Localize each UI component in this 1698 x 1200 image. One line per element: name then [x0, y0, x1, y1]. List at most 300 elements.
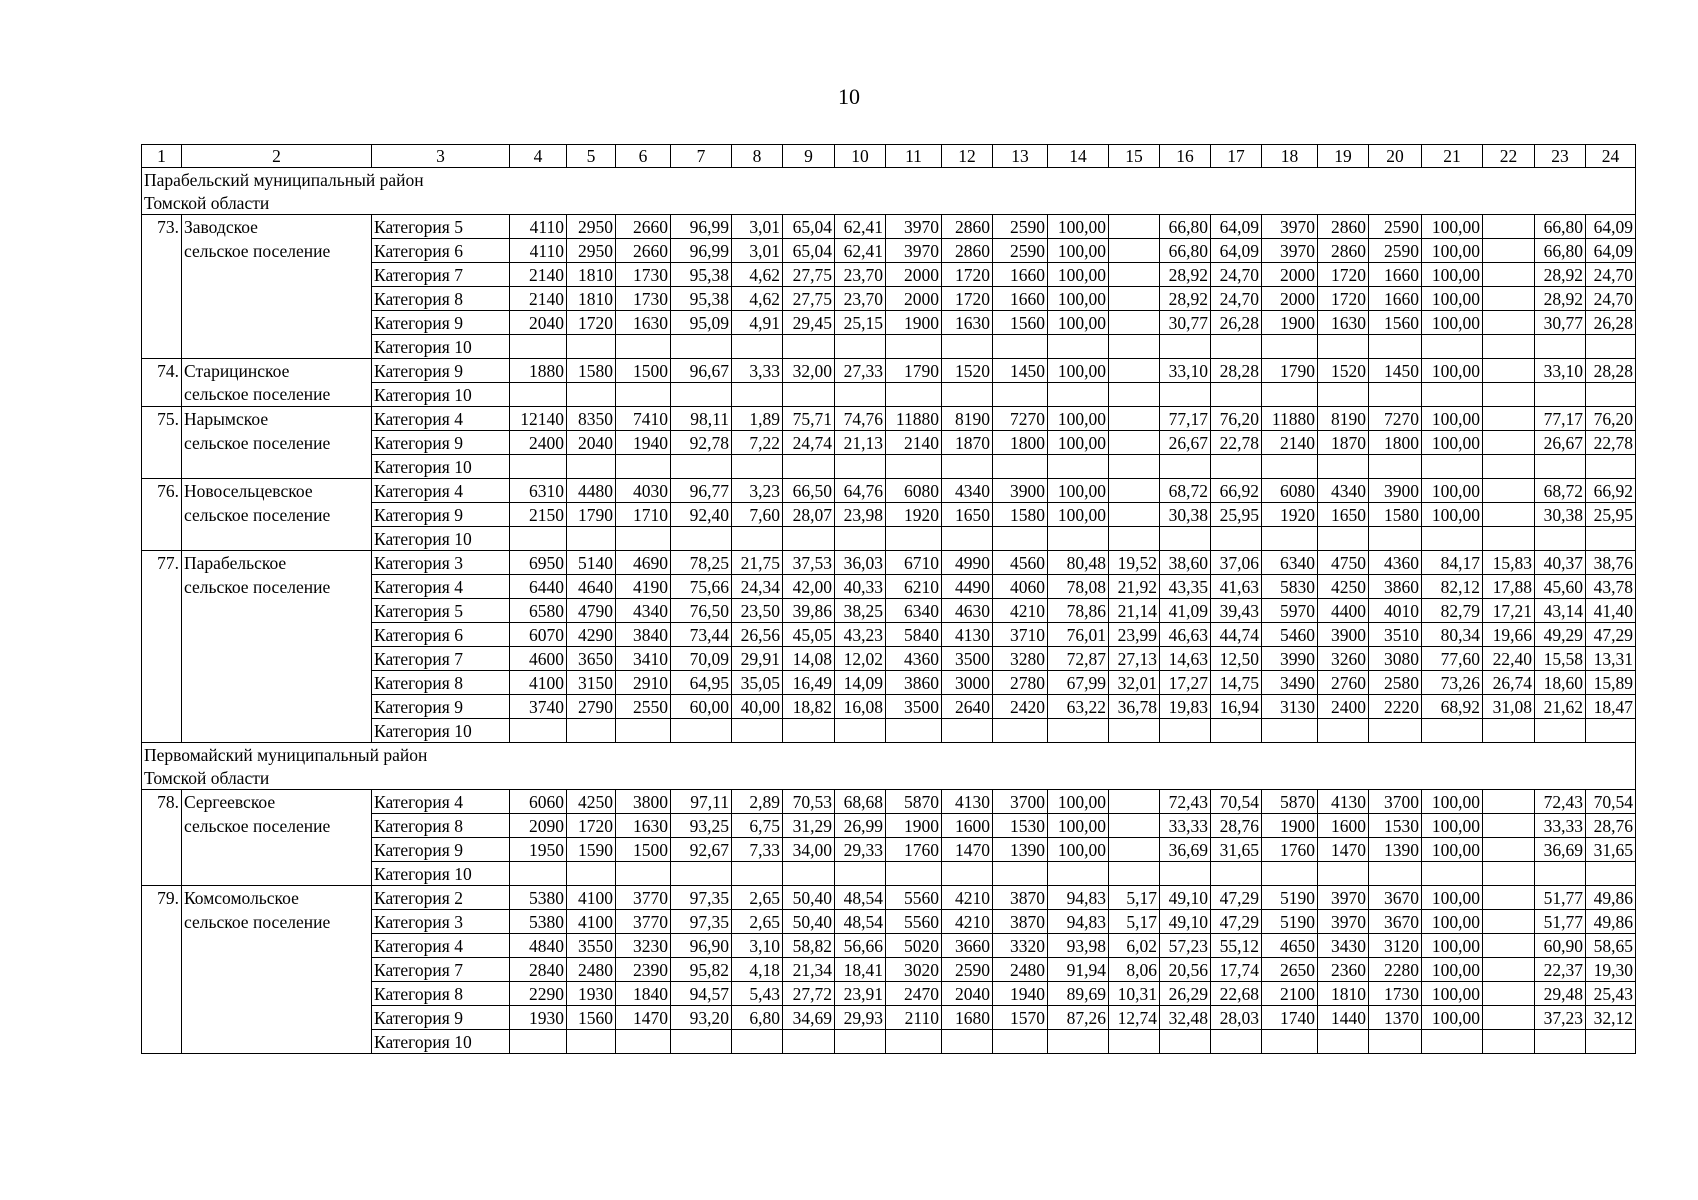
value-cell: [616, 455, 671, 479]
value-cell: 50,40: [783, 886, 835, 910]
tariff-table: [141, 144, 1636, 1054]
value-cell: 2040: [510, 311, 567, 335]
value-cell: [835, 527, 886, 551]
value-cell: [510, 335, 567, 359]
value-cell: 4480: [567, 479, 616, 503]
value-cell: 62,41: [835, 215, 886, 239]
settlement-number: [142, 383, 182, 407]
value-cell: 18,47: [1586, 695, 1636, 719]
value-cell: [732, 383, 783, 407]
value-cell: 27,75: [783, 287, 835, 311]
settlement-name: [182, 311, 372, 335]
value-cell: [1535, 1030, 1586, 1054]
settlement-number: [142, 838, 182, 862]
settlement-number: [142, 1006, 182, 1030]
value-cell: [1262, 455, 1318, 479]
value-cell: 26,29: [1160, 982, 1211, 1006]
value-cell: 3080: [1369, 647, 1422, 671]
value-cell: [671, 1030, 732, 1054]
value-cell: 44,74: [1211, 623, 1262, 647]
settlement-name: [182, 1030, 372, 1054]
value-cell: 2590: [993, 239, 1048, 263]
value-cell: 1760: [886, 838, 942, 862]
value-cell: [732, 455, 783, 479]
value-cell: 3860: [1369, 575, 1422, 599]
value-cell: 2000: [886, 263, 942, 287]
settlement-number: 77.: [142, 551, 182, 575]
value-cell: 33,33: [1160, 814, 1211, 838]
value-cell: 34,00: [783, 838, 835, 862]
value-cell: 3770: [616, 910, 671, 934]
table-row: [142, 623, 1636, 647]
value-cell: [1160, 527, 1211, 551]
value-cell: 49,10: [1160, 910, 1211, 934]
value-cell: 21,75: [732, 551, 783, 575]
value-cell: 20,56: [1160, 958, 1211, 982]
value-cell: 45,05: [783, 623, 835, 647]
header-cell: 15: [1109, 145, 1160, 168]
value-cell: 70,53: [783, 790, 835, 814]
value-cell: 14,75: [1211, 671, 1262, 695]
value-cell: 1790: [1262, 359, 1318, 383]
value-cell: [1211, 527, 1262, 551]
category-cell: Категория 9: [372, 431, 510, 455]
value-cell: 100,00: [1422, 910, 1483, 934]
value-cell: 12,74: [1109, 1006, 1160, 1030]
value-cell: 1630: [1318, 311, 1369, 335]
value-cell: 2790: [567, 695, 616, 719]
value-cell: 4100: [567, 886, 616, 910]
value-cell: 12,02: [835, 647, 886, 671]
value-cell: 26,28: [1211, 311, 1262, 335]
value-cell: [1483, 527, 1535, 551]
value-cell: [1262, 862, 1318, 886]
value-cell: 1,89: [732, 407, 783, 431]
value-cell: 3650: [567, 647, 616, 671]
value-cell: 3500: [942, 647, 993, 671]
table-row: [142, 910, 1636, 934]
value-cell: [835, 862, 886, 886]
table-row: [142, 407, 1636, 431]
value-cell: [1211, 335, 1262, 359]
settlement-name: Комсомольское: [182, 886, 372, 910]
value-cell: [1109, 1030, 1160, 1054]
value-cell: 80,48: [1048, 551, 1109, 575]
value-cell: 94,57: [671, 982, 732, 1006]
table-row: [142, 934, 1636, 958]
value-cell: [886, 719, 942, 743]
value-cell: [510, 719, 567, 743]
value-cell: [1160, 719, 1211, 743]
value-cell: 4360: [1369, 551, 1422, 575]
header-cell: 16: [1160, 145, 1211, 168]
value-cell: 6580: [510, 599, 567, 623]
header-cell: 22: [1483, 145, 1535, 168]
value-cell: 6060: [510, 790, 567, 814]
value-cell: [783, 455, 835, 479]
value-cell: [1262, 527, 1318, 551]
value-cell: 60,90: [1535, 934, 1586, 958]
value-cell: 66,92: [1211, 479, 1262, 503]
category-cell: Категория 9: [372, 1006, 510, 1030]
value-cell: [1160, 383, 1211, 407]
value-cell: 26,99: [835, 814, 886, 838]
value-cell: 4630: [942, 599, 993, 623]
settlement-number: 74.: [142, 359, 182, 383]
value-cell: 100,00: [1048, 790, 1109, 814]
table-row: [142, 1006, 1636, 1030]
value-cell: 1630: [942, 311, 993, 335]
value-cell: [1483, 790, 1535, 814]
value-cell: 3840: [616, 623, 671, 647]
value-cell: 6440: [510, 575, 567, 599]
value-cell: 7,60: [732, 503, 783, 527]
value-cell: 37,53: [783, 551, 835, 575]
value-cell: 100,00: [1422, 263, 1483, 287]
value-cell: 3860: [886, 671, 942, 695]
value-cell: 51,77: [1535, 886, 1586, 910]
value-cell: 100,00: [1048, 814, 1109, 838]
value-cell: 26,67: [1160, 431, 1211, 455]
value-cell: 4340: [942, 479, 993, 503]
value-cell: 73,44: [671, 623, 732, 647]
settlement-name: [182, 1006, 372, 1030]
value-cell: 3510: [1369, 623, 1422, 647]
value-cell: 3,33: [732, 359, 783, 383]
value-cell: 4490: [942, 575, 993, 599]
category-cell: Категория 4: [372, 407, 510, 431]
category-cell: Категория 10: [372, 335, 510, 359]
value-cell: 1800: [1369, 431, 1422, 455]
value-cell: 3970: [1318, 886, 1369, 910]
value-cell: 33,10: [1160, 359, 1211, 383]
value-cell: 28,92: [1160, 287, 1211, 311]
value-cell: 97,35: [671, 910, 732, 934]
value-cell: 25,15: [835, 311, 886, 335]
value-cell: 1560: [567, 1006, 616, 1030]
value-cell: 23,70: [835, 287, 886, 311]
table-row: [142, 647, 1636, 671]
value-cell: 17,88: [1483, 575, 1535, 599]
value-cell: 2590: [1369, 239, 1422, 263]
value-cell: [942, 1030, 993, 1054]
value-cell: 37,06: [1211, 551, 1262, 575]
category-cell: Категория 4: [372, 479, 510, 503]
value-cell: 57,23: [1160, 934, 1211, 958]
value-cell: 70,09: [671, 647, 732, 671]
value-cell: 100,00: [1048, 311, 1109, 335]
value-cell: [1211, 455, 1262, 479]
table-row: [142, 838, 1636, 862]
value-cell: 1650: [942, 503, 993, 527]
value-cell: 14,08: [783, 647, 835, 671]
value-cell: [1483, 479, 1535, 503]
table-row: [142, 575, 1636, 599]
value-cell: 2860: [942, 215, 993, 239]
value-cell: 3000: [942, 671, 993, 695]
value-cell: [783, 719, 835, 743]
value-cell: 91,94: [1048, 958, 1109, 982]
value-cell: 5380: [510, 910, 567, 934]
table-row: [142, 958, 1636, 982]
value-cell: [567, 862, 616, 886]
category-cell: Категория 4: [372, 790, 510, 814]
value-cell: 56,66: [835, 934, 886, 958]
settlement-name: [182, 838, 372, 862]
value-cell: 3990: [1262, 647, 1318, 671]
header-cell: 21: [1422, 145, 1483, 168]
value-cell: 1920: [886, 503, 942, 527]
value-cell: 2100: [1262, 982, 1318, 1006]
settlement-number: [142, 503, 182, 527]
value-cell: 6310: [510, 479, 567, 503]
value-cell: 36,69: [1160, 838, 1211, 862]
value-cell: 4840: [510, 934, 567, 958]
header-cell: 11: [886, 145, 942, 168]
value-cell: 1730: [616, 287, 671, 311]
value-cell: 1710: [616, 503, 671, 527]
value-cell: 2550: [616, 695, 671, 719]
value-cell: 3020: [886, 958, 942, 982]
value-cell: 76,50: [671, 599, 732, 623]
value-cell: 2280: [1369, 958, 1422, 982]
value-cell: [1211, 1030, 1262, 1054]
value-cell: 11880: [886, 407, 942, 431]
value-cell: 82,12: [1422, 575, 1483, 599]
value-cell: 11880: [1262, 407, 1318, 431]
value-cell: [1160, 335, 1211, 359]
value-cell: 64,76: [835, 479, 886, 503]
settlement-name: [182, 647, 372, 671]
value-cell: 47,29: [1211, 886, 1262, 910]
header-row: [142, 145, 1636, 168]
value-cell: 1530: [1369, 814, 1422, 838]
value-cell: [1109, 383, 1160, 407]
value-cell: [1160, 455, 1211, 479]
value-cell: [1369, 455, 1422, 479]
value-cell: [567, 719, 616, 743]
region-row: [142, 766, 1636, 790]
value-cell: 1810: [1318, 982, 1369, 1006]
category-cell: Категория 9: [372, 838, 510, 862]
value-cell: 68,72: [1535, 479, 1586, 503]
category-cell: Категория 10: [372, 527, 510, 551]
value-cell: [567, 383, 616, 407]
value-cell: 43,23: [835, 623, 886, 647]
value-cell: 6710: [886, 551, 942, 575]
value-cell: [567, 455, 616, 479]
table-row: [142, 383, 1636, 407]
value-cell: 100,00: [1422, 311, 1483, 335]
category-cell: Категория 8: [372, 814, 510, 838]
value-cell: 72,43: [1535, 790, 1586, 814]
value-cell: 43,14: [1535, 599, 1586, 623]
header-cell: 10: [835, 145, 886, 168]
value-cell: [1535, 719, 1586, 743]
value-cell: 41,40: [1586, 599, 1636, 623]
value-cell: 4130: [1318, 790, 1369, 814]
value-cell: 48,54: [835, 886, 886, 910]
value-cell: [616, 335, 671, 359]
settlement-number: [142, 1030, 182, 1054]
value-cell: 68,68: [835, 790, 886, 814]
settlement-number: [142, 671, 182, 695]
value-cell: 3490: [1262, 671, 1318, 695]
value-cell: 2140: [510, 263, 567, 287]
value-cell: 3800: [616, 790, 671, 814]
value-cell: 2390: [616, 958, 671, 982]
value-cell: 66,50: [783, 479, 835, 503]
value-cell: 47,29: [1211, 910, 1262, 934]
value-cell: 62,41: [835, 239, 886, 263]
value-cell: [835, 455, 886, 479]
category-cell: Категория 4: [372, 934, 510, 958]
value-cell: [671, 455, 732, 479]
value-cell: 4100: [567, 910, 616, 934]
settlement-name: [182, 671, 372, 695]
value-cell: 7,33: [732, 838, 783, 862]
value-cell: 32,01: [1109, 671, 1160, 695]
header-cell: 13: [993, 145, 1048, 168]
value-cell: 1900: [886, 311, 942, 335]
value-cell: 95,38: [671, 263, 732, 287]
value-cell: 76,20: [1211, 407, 1262, 431]
value-cell: [1109, 431, 1160, 455]
value-cell: 93,20: [671, 1006, 732, 1030]
value-cell: 3230: [616, 934, 671, 958]
value-cell: 100,00: [1422, 479, 1483, 503]
value-cell: 4,91: [732, 311, 783, 335]
value-cell: 92,67: [671, 838, 732, 862]
value-cell: 3120: [1369, 934, 1422, 958]
settlement-number: [142, 263, 182, 287]
value-cell: [1109, 359, 1160, 383]
value-cell: [886, 1030, 942, 1054]
settlement-name: Парабельское: [182, 551, 372, 575]
header-cell: 14: [1048, 145, 1109, 168]
header-cell: 12: [942, 145, 993, 168]
settlement-name: сельское поселение: [182, 503, 372, 527]
value-cell: 1580: [1369, 503, 1422, 527]
value-cell: 6080: [1262, 479, 1318, 503]
value-cell: 24,70: [1586, 263, 1636, 287]
value-cell: 2910: [616, 671, 671, 695]
value-cell: 100,00: [1422, 814, 1483, 838]
category-cell: Категория 10: [372, 1030, 510, 1054]
value-cell: 3410: [616, 647, 671, 671]
value-cell: 2290: [510, 982, 567, 1006]
value-cell: 4030: [616, 479, 671, 503]
value-cell: [671, 527, 732, 551]
value-cell: 3970: [886, 215, 942, 239]
value-cell: [886, 862, 942, 886]
value-cell: [1483, 934, 1535, 958]
value-cell: 76,01: [1048, 623, 1109, 647]
value-cell: 38,25: [835, 599, 886, 623]
settlement-name: [182, 599, 372, 623]
value-cell: 2860: [1318, 215, 1369, 239]
value-cell: 100,00: [1048, 479, 1109, 503]
value-cell: [1483, 982, 1535, 1006]
value-cell: 96,99: [671, 215, 732, 239]
value-cell: 2580: [1369, 671, 1422, 695]
value-cell: 29,48: [1535, 982, 1586, 1006]
value-cell: 100,00: [1048, 239, 1109, 263]
value-cell: 2140: [1262, 431, 1318, 455]
table-row: [142, 671, 1636, 695]
value-cell: 2150: [510, 503, 567, 527]
value-cell: [993, 455, 1048, 479]
value-cell: 8190: [1318, 407, 1369, 431]
settlement-number: [142, 239, 182, 263]
value-cell: [1262, 719, 1318, 743]
settlement-number: [142, 814, 182, 838]
value-cell: 80,34: [1422, 623, 1483, 647]
value-cell: 2040: [567, 431, 616, 455]
value-cell: 27,33: [835, 359, 886, 383]
value-cell: 100,00: [1422, 982, 1483, 1006]
value-cell: [1048, 527, 1109, 551]
value-cell: 4340: [616, 599, 671, 623]
settlement-name: сельское поселение: [182, 239, 372, 263]
settlement-name: сельское поселение: [182, 431, 372, 455]
value-cell: [1109, 814, 1160, 838]
value-cell: 3900: [993, 479, 1048, 503]
settlement-name: [182, 862, 372, 886]
value-cell: 47,29: [1586, 623, 1636, 647]
value-cell: [1483, 814, 1535, 838]
value-cell: 32,00: [783, 359, 835, 383]
value-cell: 15,58: [1535, 647, 1586, 671]
value-cell: 5020: [886, 934, 942, 958]
value-cell: 10,31: [1109, 982, 1160, 1006]
value-cell: [835, 383, 886, 407]
value-cell: [732, 335, 783, 359]
value-cell: 1580: [993, 503, 1048, 527]
value-cell: 4210: [993, 599, 1048, 623]
value-cell: 2400: [510, 431, 567, 455]
value-cell: 15,83: [1483, 551, 1535, 575]
settlement-name: [182, 934, 372, 958]
value-cell: 1520: [942, 359, 993, 383]
value-cell: [1483, 215, 1535, 239]
value-cell: [1262, 335, 1318, 359]
value-cell: 60,00: [671, 695, 732, 719]
settlement-name: [182, 287, 372, 311]
table-row: [142, 479, 1636, 503]
value-cell: [1483, 263, 1535, 287]
value-cell: 67,99: [1048, 671, 1109, 695]
value-cell: 1390: [993, 838, 1048, 862]
value-cell: 4,62: [732, 287, 783, 311]
value-cell: 22,78: [1586, 431, 1636, 455]
value-cell: 100,00: [1048, 838, 1109, 862]
value-cell: 73,26: [1422, 671, 1483, 695]
value-cell: 68,92: [1422, 695, 1483, 719]
value-cell: 4210: [942, 886, 993, 910]
value-cell: [1483, 287, 1535, 311]
settlement-name: [182, 263, 372, 287]
table-row: [142, 886, 1636, 910]
value-cell: 28,92: [1535, 263, 1586, 287]
value-cell: 21,34: [783, 958, 835, 982]
value-cell: 94,83: [1048, 910, 1109, 934]
value-cell: [732, 862, 783, 886]
value-cell: [1369, 335, 1422, 359]
value-cell: 1760: [1262, 838, 1318, 862]
value-cell: 14,09: [835, 671, 886, 695]
value-cell: 77,60: [1422, 647, 1483, 671]
